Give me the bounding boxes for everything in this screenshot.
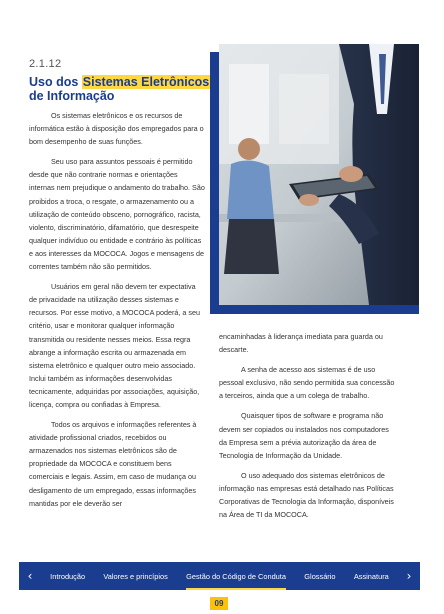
photo-accent-bar <box>210 52 219 314</box>
paragraph: Os sistemas eletrônicos e os recursos de informática estão à disposição dos empregados para o bom desempenho de suas funções. <box>29 111 204 147</box>
title-prefix: Uso dos <box>29 75 82 89</box>
nav-item-valores[interactable]: Valores e princípios <box>103 571 168 581</box>
paragraph: Todos os arquivos e informações referentes à atividade profissional criados, recebidos ou armazenados nos sistemas eletrônicos são de propriedade da MOCOCA e constituem bens comerciais e legais. Assim, em caso de mudança ou desligamento de um empregado, essas informações mantidas por ele deverão ser <box>29 420 197 508</box>
title-highlight: Sistemas Eletrônicos <box>82 75 210 89</box>
bottom-navigation <box>19 562 420 590</box>
paragraph: encaminhadas à liderança imediata para guarda ou descarte. <box>219 332 383 355</box>
nav-items <box>41 562 398 590</box>
chevron-left-icon[interactable]: ‹ <box>27 569 33 583</box>
paragraph: A senha de acesso aos sistemas é de uso pessoal exclusivo, não sendo permitida sua concessão a terceiros, ainda que a um colega de trabalho. <box>219 365 395 401</box>
office-photo <box>219 44 419 305</box>
page-number: 09 <box>210 597 228 610</box>
nav-item-introducao[interactable]: Introdução <box>50 571 86 581</box>
nav-item-glossario[interactable]: Glossário <box>304 571 336 581</box>
paragraph: O uso adequado dos sistemas eletrônicos de informação nas empresas está detalhado nas Políticas Corporativas de Tecnologia da Informação, disponíveis na Área de TI da MOCOCA. <box>219 470 394 520</box>
chevron-right-icon[interactable]: › <box>406 569 412 583</box>
section-title <box>29 75 219 103</box>
paragraph: Usuários em geral não devem ter expectativa de privacidade na utilização desses sistemas e recursos. Por esse motivo, a MOCOCA poderá, a seu critério, usar e monitorar qualquer informação transmitida ou residente nesses meios. Essa regra abrange a informação escrita ou armazenada em sistema eletrônico e qualquer outro meio associado. Inclui também as informações desenvolvidas tecnicamente, adquiridas por associações, aquisição, licença, compra ou confiadas à Empresa. <box>29 282 200 409</box>
paragraph: Seu uso para assuntos pessoais é permitido desde que não contrarie normas e orientações internas nem prejudique o andamento do trabalho. São proibidos a troca, o resgate, o armazenamento ou a utilização de conteúdo obsceno, pornográfico, racista, violento, discriminatório, difamatório, que desrespeite qualquer indivíduo ou entidade e contrário às políticas e aos interesses da MOCOCA. Jogos e mensagens de correntes também não são permitidos. <box>29 157 205 272</box>
nav-item-assinatura[interactable]: Assinatura <box>353 571 389 581</box>
section-number: 2.1.12 <box>29 58 62 70</box>
title-suffix: de Informação <box>29 89 115 103</box>
photo-accent-bar-bottom <box>210 305 419 314</box>
office-photo-illustration <box>219 44 419 305</box>
text-column-left <box>29 109 205 517</box>
paragraph: Quaisquer tipos de software e programa não devem ser copiados ou instalados nos computadores da Empresa sem a prévia autorização da área de Tecnologia de Informação da Unidade. <box>219 411 389 460</box>
text-column-right <box>219 330 395 528</box>
nav-item-gestao[interactable]: Gestão do Código de Conduta <box>186 562 286 590</box>
